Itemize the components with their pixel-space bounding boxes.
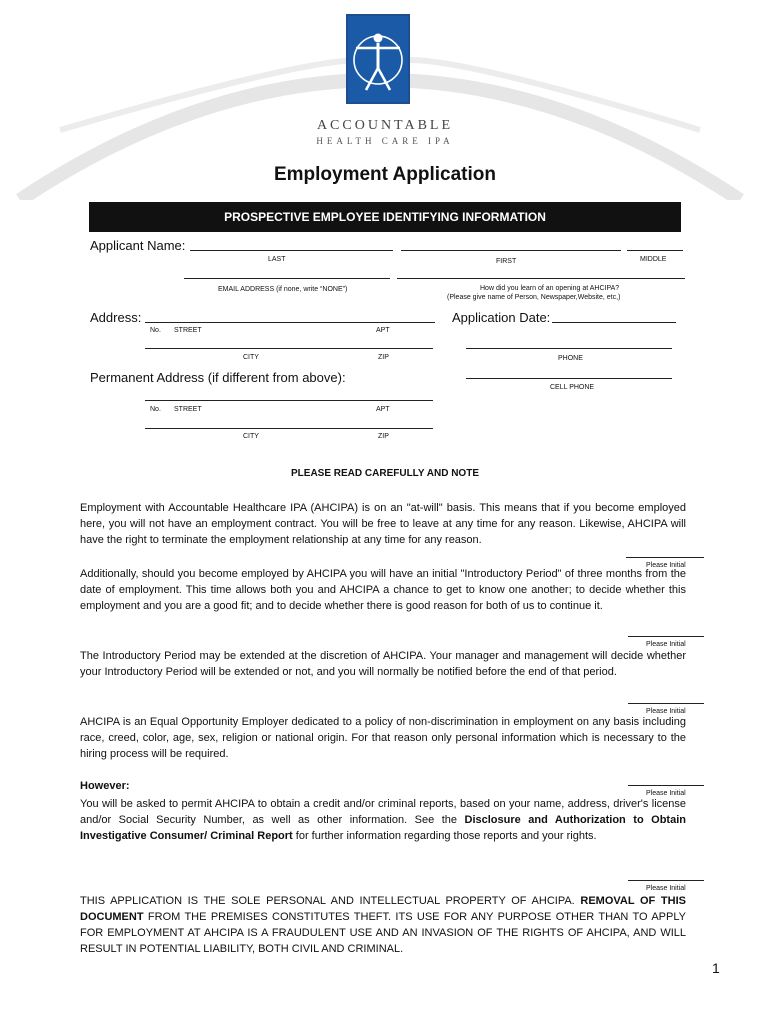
permanent-zip-caption: ZIP (378, 433, 389, 440)
paragraph-credit-report (80, 796, 686, 844)
initial-label-3: Please Initial (646, 708, 686, 715)
permanent-city-caption: CITY (243, 433, 259, 440)
paragraph-equal-opportunity: AHCIPA is an Equal Opportunity Employer dedicated to a policy of non-discrimination in employment on any basis including race, creed, color, age, sex, religion or national origin. For that reason only personal information which is necessary to the hiring process will be required. (80, 716, 686, 760)
property-notice-text-end: FROM THE PREMISES CONSTITUTES THEFT. ITS USE FOR ANY PURPOSE OTHER THAN TO APPLY FOR EMPLOYMENT AT AHCIPA IS A FRAUDULENT USE AND AN INVASION OF THE RIGHTS OF AHCIPA, AND WILL RESULT IN POTENTIAL LIABILITY, BOTH CIVIL AND CRIMINAL. (80, 911, 686, 955)
disclosure-reference: Disclosure and Authorization to Obtain Investigative Consumer/ Criminal Report (80, 814, 686, 842)
permanent-street-field[interactable] (145, 400, 433, 401)
company-logo (346, 14, 410, 104)
initial-field-1[interactable] (626, 557, 704, 558)
initial-label-2: Please Initial (646, 641, 686, 648)
vitruvian-man-icon (348, 16, 408, 102)
address-city-caption: CITY (243, 354, 259, 361)
permanent-city-field[interactable] (145, 428, 433, 429)
initial-field-5[interactable] (628, 880, 704, 881)
initial-field-2[interactable] (628, 636, 704, 637)
page-number: 1 (712, 960, 720, 976)
paragraph-property-notice (80, 893, 686, 957)
last-name-field[interactable] (190, 250, 393, 251)
paragraph-at-will: Employment with Accountable Healthcare IPA (AHCIPA) is on an "at-will" basis. This means that if you become employed here, you will not have an employment contract. You will be free to leave at any time for any reason. Likewise, AHCIPA will have the right to terminate the employment relationship at any time for any reason. (80, 502, 686, 546)
how-learned-caption: How did you learn of an opening at AHCIPA? (480, 285, 620, 292)
removal-warning: REMOVAL OF THIS DOCUMENT (80, 895, 686, 923)
permanent-address-label: Permanent Address (if different from above): (90, 370, 346, 385)
cell-phone-field[interactable] (466, 378, 672, 379)
applicant-name-label: Applicant Name: (90, 238, 186, 253)
permanent-no-caption: No. (150, 406, 161, 413)
application-date-field[interactable] (552, 322, 676, 323)
initial-field-4[interactable] (628, 785, 704, 786)
initial-field-3[interactable] (628, 703, 704, 704)
application-date-label: Application Date: (452, 310, 551, 325)
how-learned-field[interactable] (397, 278, 685, 279)
address-street-caption: STREET (174, 327, 202, 334)
paragraph-extension: The Introductory Period may be extended at the discretion of AHCIPA. Your manager and management will decide whether your Introductory Period will be extended or not, and you will normally be notified before the end of that period. (80, 650, 686, 678)
middle-caption: MIDDLE (640, 256, 667, 263)
page-title: Employment Application (273, 164, 497, 185)
phone-caption: PHONE (558, 355, 583, 362)
first-caption: FIRST (496, 258, 517, 265)
address-zip-caption: ZIP (378, 354, 389, 361)
initial-label-5: Please Initial (646, 885, 686, 892)
initial-label-1: Please Initial (646, 562, 686, 569)
phone-field[interactable] (466, 348, 672, 349)
credit-report-text-end: for further information regarding those reports and your rights. (292, 830, 597, 842)
email-caption: EMAIL ADDRESS (if none, write “NONE”) (218, 286, 348, 293)
paragraph-introductory-period: Additionally, should you become employed by AHCIPA you will have an initial "Introductory Period" of three months from the date of employment. This time allows both you and AHCIPA a chance to get to know one another; to decide whether this employment and you are a good fit; and to decide whether there is good reason for both of us to continue it. (80, 568, 686, 612)
property-notice-text: THIS APPLICATION IS THE SOLE PERSONAL AND INTELLECTUAL PROPERTY OF AHCIPA. (80, 895, 581, 907)
address-apt-caption: APT (376, 327, 390, 334)
however-heading: However: (80, 780, 130, 792)
first-name-field[interactable] (401, 250, 621, 251)
address-city-field[interactable] (145, 348, 433, 349)
credit-report-text: You will be asked to permit AHCIPA to obtain a credit and/or criminal reports, based on your name, address, driver's license and/or Social Security Number, as well as other information. See the (80, 798, 686, 826)
address-street-field[interactable] (145, 322, 435, 323)
permanent-street-caption: STREET (174, 406, 202, 413)
address-label: Address: (90, 310, 142, 325)
brand-subtitle: HEALTH CARE IPA (316, 136, 454, 146)
permanent-apt-caption: APT (376, 406, 390, 413)
address-no-caption: No. (150, 327, 161, 334)
how-learned-caption-detail: (Please give name of Person, Newspaper,Website, etc,) (447, 294, 621, 301)
last-caption: LAST (268, 256, 286, 263)
section-header-bar: PROSPECTIVE EMPLOYEE IDENTIFYING INFORMATION (89, 202, 681, 232)
middle-name-field[interactable] (627, 250, 683, 251)
notice-heading: PLEASE READ CAREFULLY AND NOTE (291, 468, 479, 479)
cell-phone-caption: CELL PHONE (550, 384, 595, 391)
email-field[interactable] (184, 278, 390, 279)
initial-label-4: Please Initial (646, 790, 686, 797)
brand-name: ACCOUNTABLE (316, 118, 454, 133)
